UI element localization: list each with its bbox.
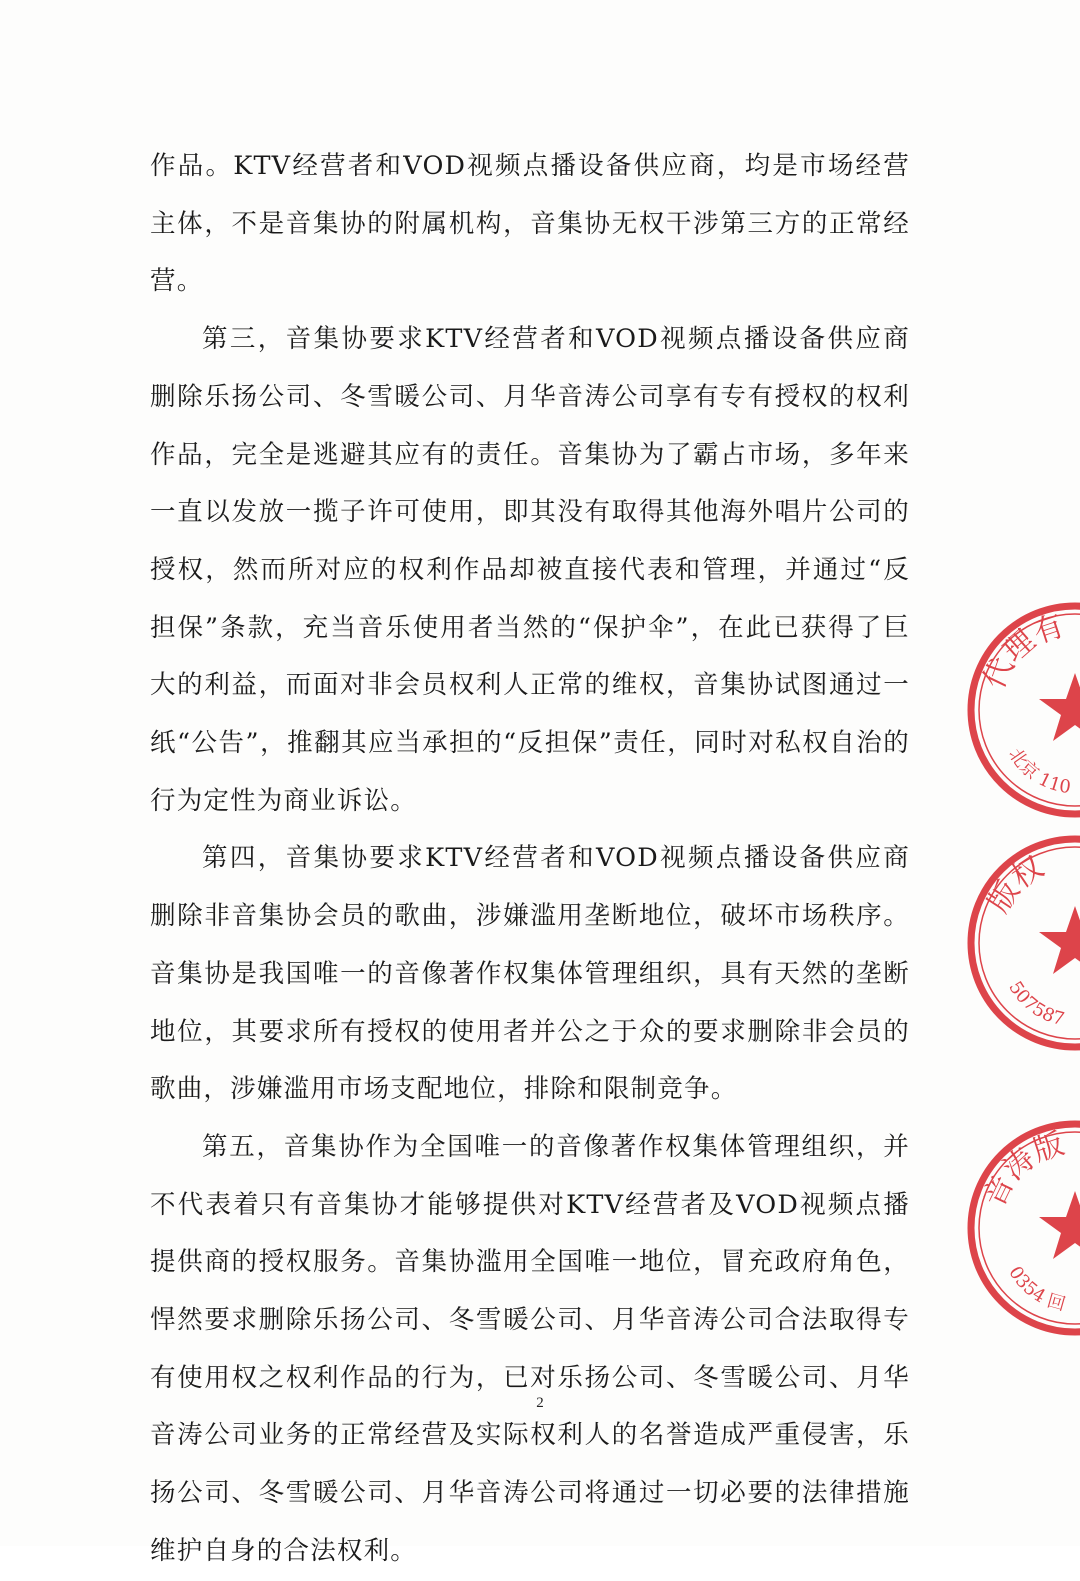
paragraph-3: 第四，音集协要求KTV经营者和VOD视频点播设备供应商删除非音集协会员的歌曲，涉嫌滥用垄断地位，破坏市场秩序。音集协是我国唯一的音像著作权集体管理组织，具有天然的垄断地位，其要求所有授权的使用者并公之于众的要求删除非会员的歌曲，涉嫌滥用市场支配地位，排除和限制竞争。 bbox=[150, 843, 910, 1105]
paragraph-1: 作品。KTV经营者和VOD视频点播设备供应商，均是市场经营主体，不是音集协的附属机构，音集协无权干涉第三方的正常经营。 bbox=[150, 151, 910, 297]
seal-2-text: 版权 bbox=[981, 850, 1051, 920]
seal-1-star bbox=[1039, 673, 1080, 741]
seal-1-text: 代理有 bbox=[976, 608, 1069, 695]
seal-3-star bbox=[1039, 1191, 1080, 1259]
seal-2-star bbox=[1039, 906, 1080, 974]
seal-1-bottom-text: 北京 110 bbox=[1004, 744, 1073, 799]
document-body bbox=[150, 138, 910, 1581]
seal-3-text: 音涛版 bbox=[976, 1126, 1069, 1213]
company-seal-1 bbox=[960, 595, 1080, 825]
company-seal-2 bbox=[960, 828, 1080, 1058]
paragraph-4: 第五，音集协作为全国唯一的音像著作权集体管理组织，并不代表着只有音集协才能够提供对KTV经营者及VOD视频点播提供商的授权服务。音集协滥用全国唯一地位，冒充政府角色，悍然要求删除乐扬公司、冬雪暖公司、月华音涛公司合法取得专有使用权之权利作品的行为，已对乐扬公司、冬雪暖公司、月华音涛公司业务的正常经营及实际权利人的名誉造成严重侵害，乐扬公司、冬雪暖公司、月华音涛公司将通过一切必要的法律措施维护自身的合法权利。 bbox=[150, 1131, 910, 1566]
seal-3-bottom-text: 0354 回 bbox=[1004, 1262, 1068, 1316]
company-seal-3 bbox=[960, 1113, 1080, 1343]
seal-2-bottom-text: 507587 bbox=[1004, 977, 1067, 1031]
page-number: 2 bbox=[536, 1395, 544, 1411]
paragraph-2: 第三，音集协要求KTV经营者和VOD视频点播设备供应商删除乐扬公司、冬雪暖公司、月华音涛公司享有专有授权的权利作品，完全是逃避其应有的责任。音集协为了霸占市场，多年来一直以发放一揽子许可使用，即其没有取得其他海外唱片公司的授权，然而所对应的权利作品却被直接代表和管理，并通过“反担保”条款，充当音乐使用者当然的“保护伞”，在此已获得了巨大的利益，而面对非会员权利人正常的维权，音集协试图通过一纸“公告”，推翻其应当承担的“反担保”责任，同时对私权自治的行为定性为商业诉讼。 bbox=[150, 324, 910, 816]
